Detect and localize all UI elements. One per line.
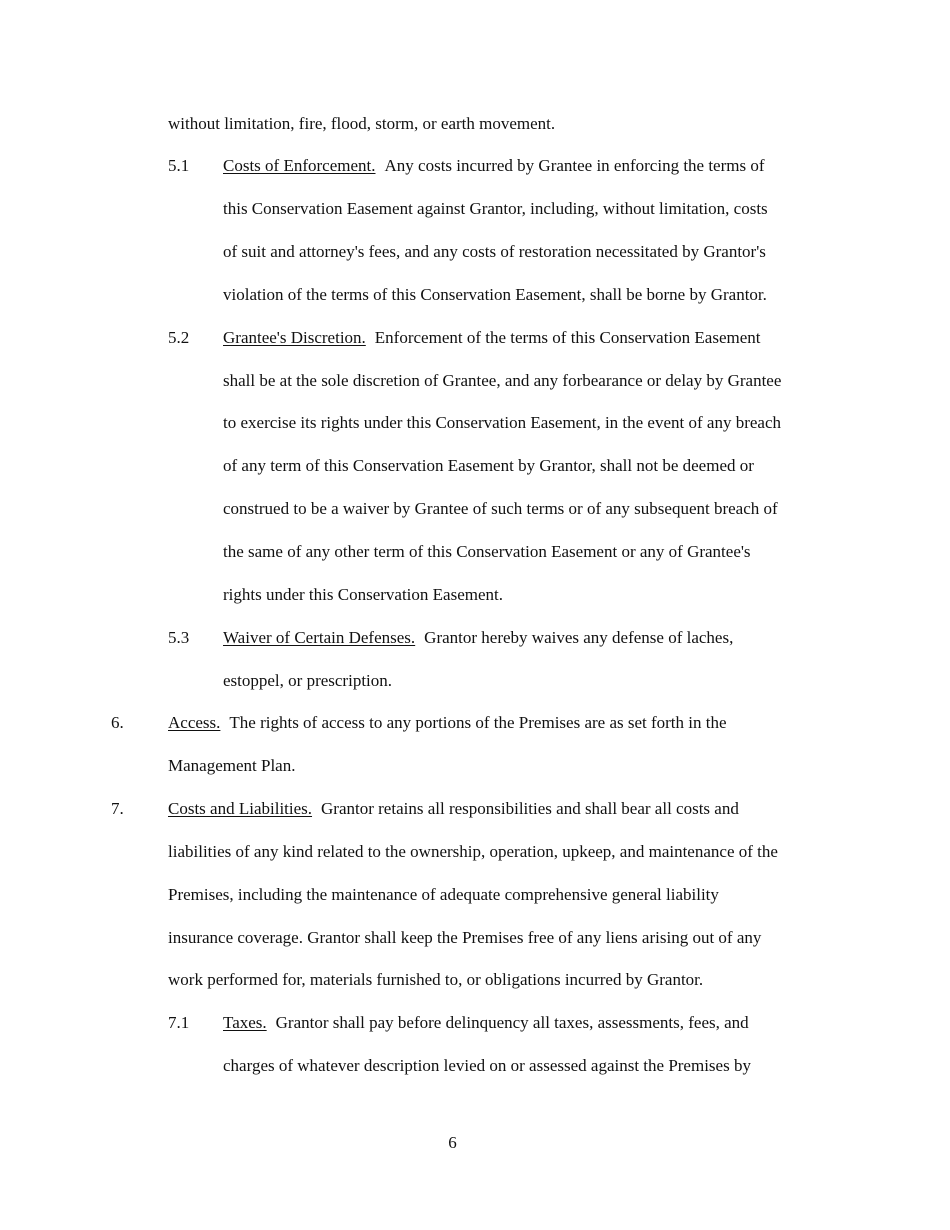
section-heading-5-1: Costs of Enforcement. (223, 156, 376, 175)
section-5-3-first-line (223, 628, 733, 648)
section-number-5-2: 5.2 (168, 328, 190, 347)
section-5-3-text: Grantor hereby waives any defense of laches, (424, 628, 734, 647)
section-7-first-line (168, 799, 739, 819)
section-heading-5-3: Waiver of Certain Defenses. (223, 628, 416, 647)
section-5-2-line: shall be at the sole discretion of Grantee, and any forbearance or delay by Grantee (223, 371, 782, 390)
section-5-2-line: construed to be a waiver by Grantee of such terms or of any subsequent breach of (223, 499, 778, 518)
section-5-1-line: of suit and attorney's fees, and any costs of restoration necessitated by Grantor's (223, 242, 766, 261)
section-number-6: 6. (111, 713, 124, 732)
section-number-5-1: 5.1 (168, 156, 190, 175)
section-heading-7-1: Taxes. (223, 1013, 267, 1032)
section-number-7: 7. (111, 799, 124, 818)
section-7-line: insurance coverage. Grantor shall keep the Premises free of any liens arising out of any (168, 928, 762, 947)
section-6-text: The rights of access to any portions of the Premises are as set forth in the (229, 713, 727, 732)
section-6-line: Management Plan. (168, 756, 296, 775)
section-5-1-text: Any costs incurred by Grantee in enforcing the terms of (384, 156, 765, 175)
section-5-1-line: violation of the terms of this Conservation Easement, shall be borne by Grantor. (223, 285, 767, 304)
section-7-text: Grantor retains all responsibilities and shall bear all costs and (321, 799, 739, 818)
section-heading-5-2: Grantee's Discretion. (223, 328, 366, 347)
section-number-7-1: 7.1 (168, 1013, 190, 1032)
section-number-5-3: 5.3 (168, 628, 190, 647)
section-7-line: work performed for, materials furnished to, or obligations incurred by Grantor. (168, 970, 704, 989)
section-5-2-line: rights under this Conservation Easement. (223, 585, 503, 604)
section-heading-6: Access. (168, 713, 221, 732)
section-5-2-line: the same of any other term of this Conservation Easement or any of Grantee's (223, 542, 751, 561)
section-5-2-text: Enforcement of the terms of this Conservation Easement (374, 328, 761, 347)
section-5-1-line: this Conservation Easement against Grantor, including, without limitation, costs (223, 199, 768, 218)
section-5-3-line: estoppel, or prescription. (223, 671, 393, 690)
page-number: 6 (448, 1133, 457, 1152)
section-7-1-line: charges of whatever description levied on or assessed against the Premises by (223, 1056, 751, 1075)
section-6-first-line (168, 713, 727, 733)
section-5-1-first-line (223, 156, 765, 176)
section-heading-7: Costs and Liabilities. (168, 799, 313, 818)
section-7-line: Premises, including the maintenance of adequate comprehensive general liability (168, 885, 719, 904)
section-7-1-text: Grantor shall pay before delinquency all taxes, assessments, fees, and (275, 1013, 749, 1032)
intro-line: without limitation, fire, flood, storm, or earth movement. (168, 114, 556, 133)
section-5-2-line: of any term of this Conservation Easement by Grantor, shall not be deemed or (223, 456, 754, 475)
section-7-line: liabilities of any kind related to the ownership, operation, upkeep, and maintenance of the (168, 842, 778, 861)
section-7-1-first-line (223, 1013, 749, 1033)
section-5-2-line: to exercise its rights under this Conservation Easement, in the event of any breach (223, 413, 782, 432)
section-5-2-first-line (223, 328, 761, 348)
